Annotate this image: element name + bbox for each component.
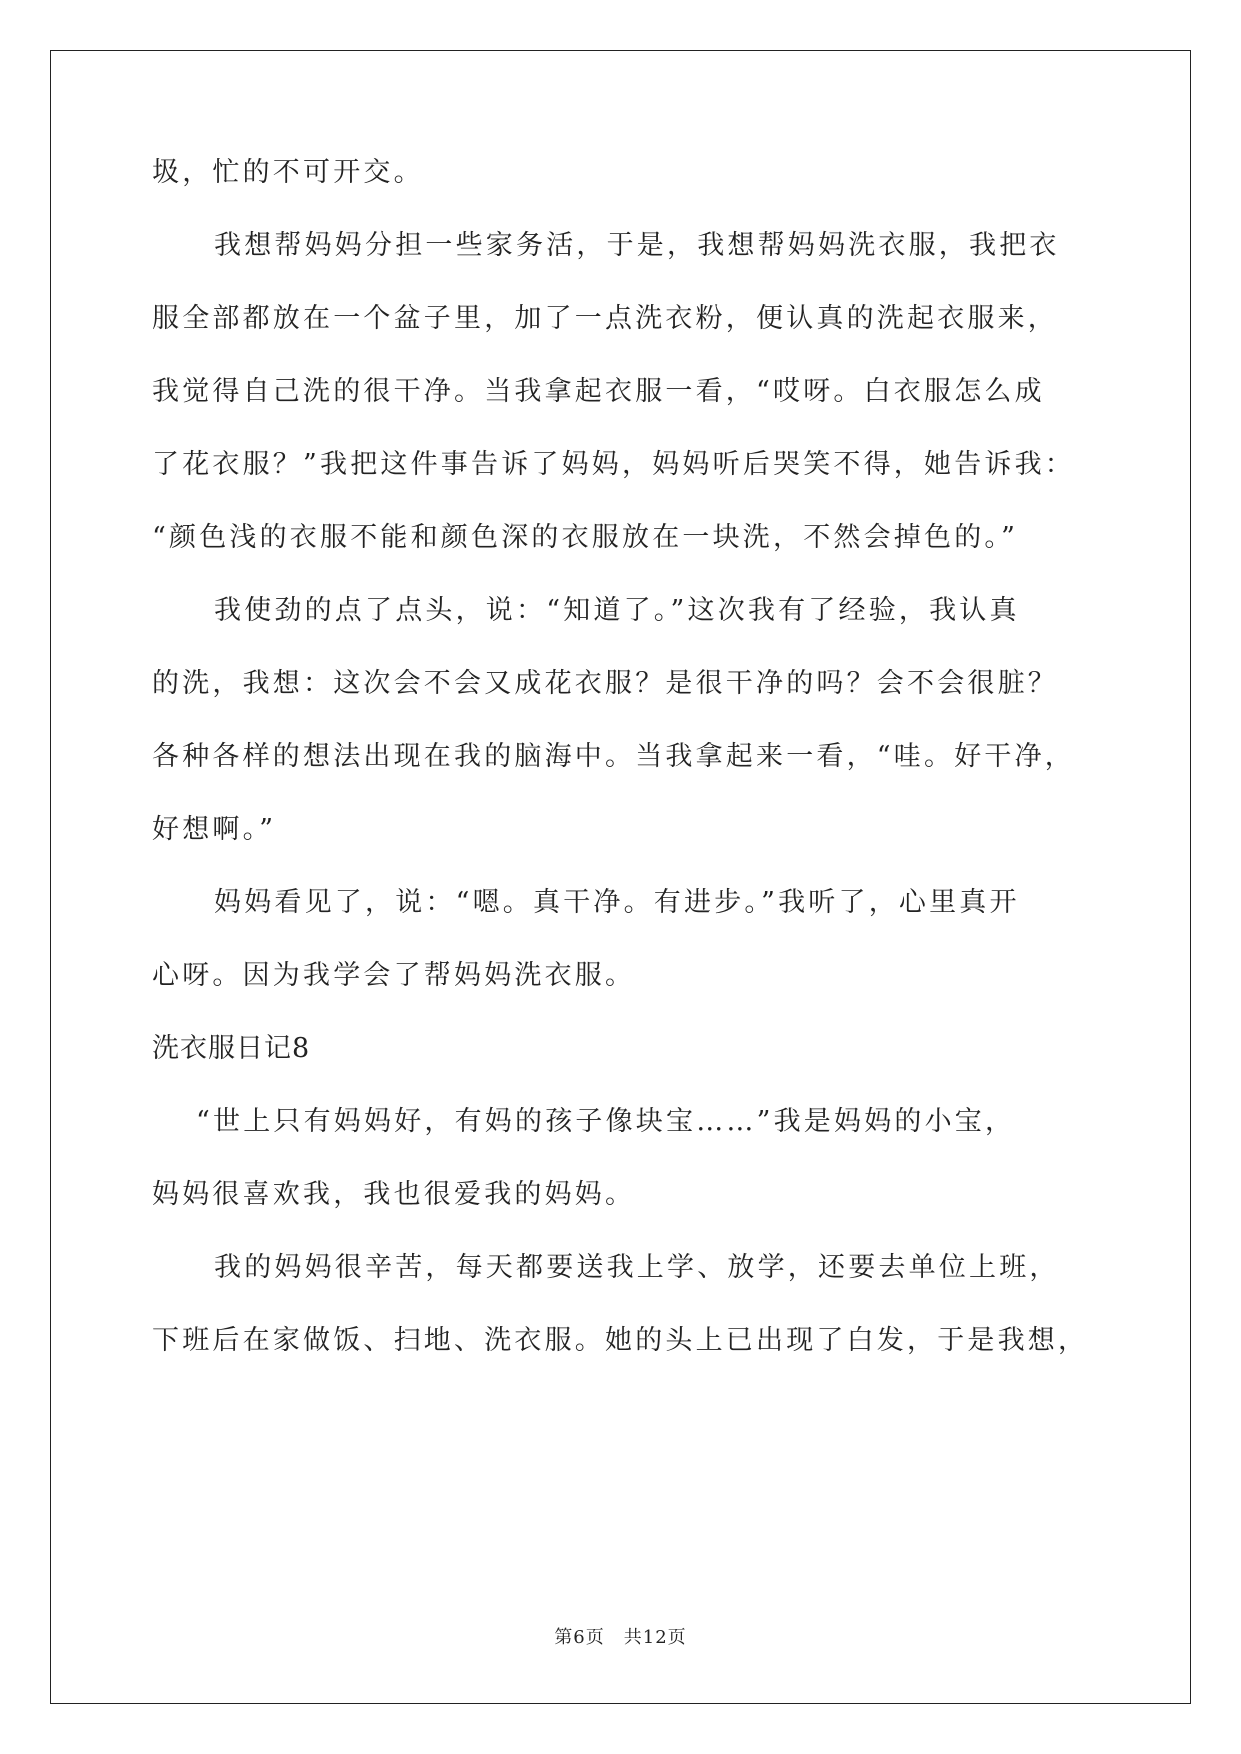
text-line: 下班后在家做饭、扫地、洗衣服。她的头上已出现了白发，于是我想， (152, 1325, 1089, 1356)
text-line: 的洗，我想：这次会不会又成花衣服？是很干净的吗？会不会很脏？ (152, 668, 1058, 699)
text-line: 妈妈很喜欢我，我也很爱我的妈妈。 (152, 1179, 636, 1210)
text-line: 好想啊。” (152, 814, 277, 845)
paragraph-start: 我使劲的点了点头，说：“知道了。”这次我有了经验，我认真 (214, 595, 1020, 626)
text-line: “颜色浅的衣服不能和颜色深的衣服放在一块洗，不然会掉色的。” (152, 522, 1019, 553)
text-line: 服全部都放在一个盆子里，加了一点洗衣粉，便认真的洗起衣服来， (152, 303, 1058, 334)
paragraph-start: “世上只有妈妈好，有妈的孩子像块宝……”我是妈妈的小宝， (196, 1106, 1016, 1137)
section-heading: 洗衣服日记8 (152, 1033, 311, 1064)
page-number: 第6页 共12页 (554, 1627, 687, 1648)
text-line: 圾，忙的不可开交。 (152, 157, 424, 188)
paragraph-start: 我的妈妈很辛苦，每天都要送我上学、放学，还要去单位上班， (214, 1252, 1060, 1283)
text-line: 心呀。因为我学会了帮妈妈洗衣服。 (152, 960, 636, 991)
text-line: 我觉得自己洗的很干净。当我拿起衣服一看，“哎呀。白衣服怎么成 (152, 376, 1045, 407)
paragraph-start: 妈妈看见了，说：“嗯。真干净。有进步。”我听了，心里真开 (214, 887, 1020, 918)
paragraph-start: 我想帮妈妈分担一些家务活，于是，我想帮妈妈洗衣服，我把衣 (214, 230, 1060, 261)
text-line: 了花衣服？”我把这件事告诉了妈妈，妈妈听后哭笑不得，她告诉我： (152, 449, 1076, 480)
text-line: 各种各样的想法出现在我的脑海中。当我拿起来一看，“哇。好干净， (152, 741, 1076, 772)
